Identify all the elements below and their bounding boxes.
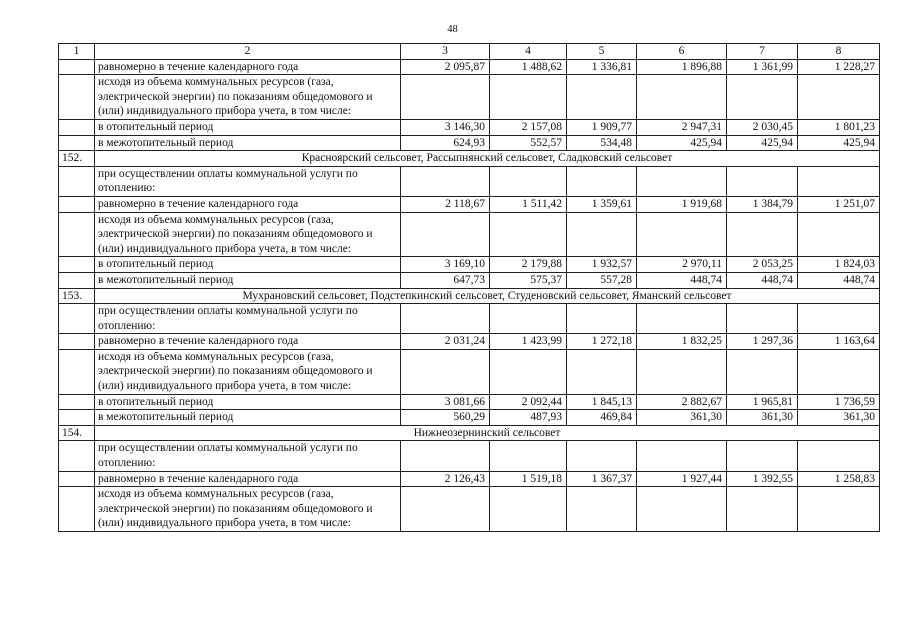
table-row	[59, 272, 880, 288]
column-number: 5	[567, 44, 637, 60]
value-cell: 1 423,99	[490, 334, 567, 350]
empty-cell	[490, 166, 567, 196]
empty-cell	[798, 75, 880, 120]
empty-cell	[637, 75, 727, 120]
empty-cell	[798, 212, 880, 257]
empty-cell	[727, 349, 798, 394]
value-cell: 2 092,44	[490, 394, 567, 410]
table-row	[59, 334, 880, 350]
empty-cell	[727, 441, 798, 471]
table-row	[59, 119, 880, 135]
empty-cell	[798, 304, 880, 334]
table-row	[59, 196, 880, 212]
row-number-cell	[59, 59, 95, 75]
value-cell: 487,93	[490, 410, 567, 426]
value-cell: 2 882,67	[637, 394, 727, 410]
value-cell: 1 832,25	[637, 334, 727, 350]
table-row	[59, 394, 880, 410]
text-row	[59, 75, 880, 120]
value-cell: 1 965,81	[727, 394, 798, 410]
value-cell: 647,73	[401, 272, 490, 288]
value-cell: 3 081,66	[401, 394, 490, 410]
empty-cell	[401, 304, 490, 334]
empty-cell	[637, 441, 727, 471]
section-header-row	[59, 288, 880, 304]
empty-cell	[567, 441, 637, 471]
value-cell: 2 947,31	[637, 119, 727, 135]
value-cell: 469,84	[567, 410, 637, 426]
row-label: при осуществлении оплаты коммунальной услуги по отоплению:	[95, 304, 401, 334]
empty-cell	[401, 166, 490, 196]
row-label: равномерно в течение календарного года	[95, 196, 401, 212]
empty-cell	[567, 487, 637, 532]
empty-cell	[637, 487, 727, 532]
value-cell: 1 251,07	[798, 196, 880, 212]
value-cell: 2 095,87	[401, 59, 490, 75]
empty-cell	[490, 212, 567, 257]
row-number-cell	[59, 272, 95, 288]
empty-cell	[727, 75, 798, 120]
row-label: в отопительный период	[95, 394, 401, 410]
page-number: 48	[447, 24, 458, 35]
row-number-cell	[59, 334, 95, 350]
value-cell: 1 511,42	[490, 196, 567, 212]
value-cell: 2 053,25	[727, 257, 798, 273]
value-cell: 3 169,10	[401, 257, 490, 273]
table-row	[59, 135, 880, 151]
value-cell: 575,37	[490, 272, 567, 288]
empty-cell	[490, 349, 567, 394]
row-number-cell	[59, 304, 95, 334]
row-number-cell	[59, 212, 95, 257]
row-label: в межотопительный период	[95, 410, 401, 426]
row-label: при осуществлении оплаты коммунальной услуги по отоплению:	[95, 166, 401, 196]
empty-cell	[567, 349, 637, 394]
text-row	[59, 487, 880, 532]
value-cell: 448,74	[798, 272, 880, 288]
value-cell: 1 272,18	[567, 334, 637, 350]
text-row	[59, 166, 880, 196]
value-cell: 560,29	[401, 410, 490, 426]
tariff-table	[58, 43, 880, 532]
value-cell: 1 361,99	[727, 59, 798, 75]
value-cell: 425,94	[637, 135, 727, 151]
row-number-cell	[59, 166, 95, 196]
row-label: исходя из объема коммунальных ресурсов (газа, электрической энергии) по показаниям общедомового и (или) индивидуального прибора учета, в том числе:	[95, 212, 401, 257]
empty-cell	[798, 441, 880, 471]
text-row	[59, 304, 880, 334]
value-cell: 1 359,61	[567, 196, 637, 212]
value-cell: 1 845,13	[567, 394, 637, 410]
empty-cell	[567, 75, 637, 120]
row-number-cell	[59, 75, 95, 120]
empty-cell	[637, 212, 727, 257]
value-cell: 1 927,44	[637, 471, 727, 487]
value-cell: 1 909,77	[567, 119, 637, 135]
column-number: 1	[59, 44, 95, 60]
empty-cell	[798, 349, 880, 394]
empty-cell	[727, 487, 798, 532]
empty-cell	[490, 304, 567, 334]
row-label: в межотопительный период	[95, 135, 401, 151]
table-row	[59, 410, 880, 426]
value-cell: 1 736,59	[798, 394, 880, 410]
value-cell: 1 336,81	[567, 59, 637, 75]
row-number-cell	[59, 135, 95, 151]
value-cell: 2 126,43	[401, 471, 490, 487]
section-title: Нижнеозернинский сельсовет	[95, 425, 880, 441]
value-cell: 1 297,36	[727, 334, 798, 350]
row-number-cell	[59, 119, 95, 135]
value-cell: 361,30	[637, 410, 727, 426]
row-label: исходя из объема коммунальных ресурсов (газа, электрической энергии) по показаниям общедомового и (или) индивидуального прибора учета, в том числе:	[95, 487, 401, 532]
row-label: в отопительный период	[95, 257, 401, 273]
value-cell: 361,30	[727, 410, 798, 426]
empty-cell	[798, 487, 880, 532]
empty-cell	[401, 212, 490, 257]
row-label: равномерно в течение календарного года	[95, 471, 401, 487]
empty-cell	[401, 441, 490, 471]
value-cell: 3 146,30	[401, 119, 490, 135]
row-label: исходя из объема коммунальных ресурсов (газа, электрической энергии) по показаниям общедомового и (или) индивидуального прибора учета, в том числе:	[95, 349, 401, 394]
value-cell: 1 824,03	[798, 257, 880, 273]
value-cell: 1 919,68	[637, 196, 727, 212]
row-label: при осуществлении оплаты коммунальной услуги по отоплению:	[95, 441, 401, 471]
value-cell: 552,57	[490, 135, 567, 151]
table-row	[59, 471, 880, 487]
empty-cell	[401, 349, 490, 394]
section-title: Мухрановский сельсовет, Подстепкинский сельсовет, Студеновский сельсовет, Яманский сельсовет	[95, 288, 880, 304]
column-number: 8	[798, 44, 880, 60]
value-cell: 624,93	[401, 135, 490, 151]
row-number-cell	[59, 257, 95, 273]
empty-cell	[727, 212, 798, 257]
value-cell: 1 392,55	[727, 471, 798, 487]
value-cell: 2 970,11	[637, 257, 727, 273]
section-title: Красноярский сельсовет, Рассыпнянский сельсовет, Сладковский сельсовет	[95, 151, 880, 167]
section-header-row	[59, 425, 880, 441]
text-row	[59, 349, 880, 394]
value-cell: 2 031,24	[401, 334, 490, 350]
value-cell: 1 384,79	[727, 196, 798, 212]
column-number: 2	[95, 44, 401, 60]
empty-cell	[490, 75, 567, 120]
row-label: исходя из объема коммунальных ресурсов (газа, электрической энергии) по показаниям общедомового и (или) индивидуального прибора учета, в том числе:	[95, 75, 401, 120]
section-header-row	[59, 151, 880, 167]
row-label: в межотопительный период	[95, 272, 401, 288]
row-number-cell	[59, 487, 95, 532]
text-row	[59, 441, 880, 471]
row-number-cell	[59, 196, 95, 212]
empty-cell	[637, 349, 727, 394]
column-number: 6	[637, 44, 727, 60]
value-cell: 1 367,37	[567, 471, 637, 487]
row-label: равномерно в течение календарного года	[95, 334, 401, 350]
value-cell: 1 163,64	[798, 334, 880, 350]
value-cell: 1 932,57	[567, 257, 637, 273]
empty-cell	[490, 441, 567, 471]
row-number-cell	[59, 349, 95, 394]
value-cell: 2 179,88	[490, 257, 567, 273]
section-number: 152.	[59, 151, 95, 167]
row-number-cell	[59, 471, 95, 487]
value-cell: 1 258,83	[798, 471, 880, 487]
column-number: 3	[401, 44, 490, 60]
empty-cell	[637, 166, 727, 196]
value-cell: 425,94	[798, 135, 880, 151]
value-cell: 557,28	[567, 272, 637, 288]
value-cell: 2 030,45	[727, 119, 798, 135]
empty-cell	[401, 75, 490, 120]
row-number-cell	[59, 441, 95, 471]
column-number: 7	[727, 44, 798, 60]
value-cell: 534,48	[567, 135, 637, 151]
empty-cell	[727, 304, 798, 334]
value-cell: 1 228,27	[798, 59, 880, 75]
column-number: 4	[490, 44, 567, 60]
row-number-cell	[59, 394, 95, 410]
value-cell: 1 488,62	[490, 59, 567, 75]
value-cell: 1 801,23	[798, 119, 880, 135]
value-cell: 1 896,88	[637, 59, 727, 75]
empty-cell	[567, 212, 637, 257]
value-cell: 361,30	[798, 410, 880, 426]
value-cell: 2 118,67	[401, 196, 490, 212]
empty-cell	[567, 304, 637, 334]
value-cell: 2 157,08	[490, 119, 567, 135]
empty-cell	[490, 487, 567, 532]
empty-cell	[727, 166, 798, 196]
value-cell: 448,74	[637, 272, 727, 288]
value-cell: 448,74	[727, 272, 798, 288]
row-label: в отопительный период	[95, 119, 401, 135]
column-number-row	[59, 44, 880, 60]
section-number: 154.	[59, 425, 95, 441]
section-number: 153.	[59, 288, 95, 304]
value-cell: 1 519,18	[490, 471, 567, 487]
row-label: равномерно в течение календарного года	[95, 59, 401, 75]
text-row	[59, 212, 880, 257]
table-row	[59, 257, 880, 273]
value-cell: 425,94	[727, 135, 798, 151]
empty-cell	[798, 166, 880, 196]
row-number-cell	[59, 410, 95, 426]
empty-cell	[567, 166, 637, 196]
empty-cell	[637, 304, 727, 334]
table-row	[59, 59, 880, 75]
empty-cell	[401, 487, 490, 532]
